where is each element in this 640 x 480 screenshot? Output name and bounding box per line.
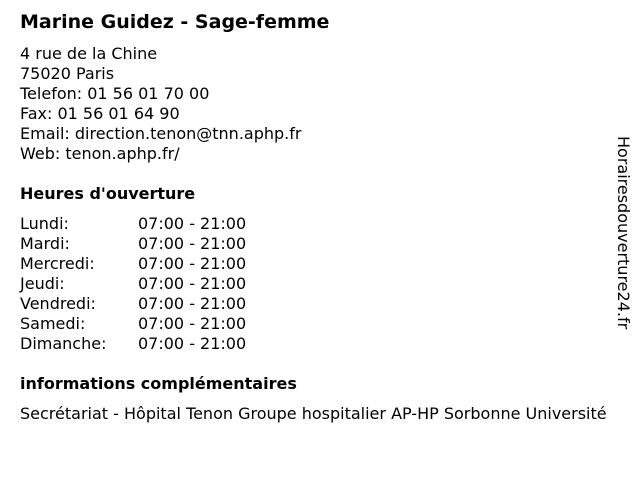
hours-row bbox=[20, 334, 246, 354]
hours-row bbox=[20, 294, 246, 314]
hours-time: 07:00 - 21:00 bbox=[138, 334, 247, 353]
additional-info-heading: informations complémentaires bbox=[20, 374, 297, 393]
hours-day: Lundi: bbox=[20, 214, 69, 233]
hours-row bbox=[20, 214, 246, 234]
hours-row bbox=[20, 234, 246, 254]
hours-day: Jeudi: bbox=[20, 274, 65, 293]
hours-time: 07:00 - 21:00 bbox=[138, 214, 247, 233]
hours-day: Mercredi: bbox=[20, 254, 95, 273]
hours-row bbox=[20, 274, 246, 294]
email-address: Email: direction.tenon@tnn.aphp.fr bbox=[20, 124, 302, 143]
phone-number: Telefon: 01 56 01 70 00 bbox=[20, 84, 210, 103]
hours-time: 07:00 - 21:00 bbox=[138, 234, 247, 253]
hours-time: 07:00 - 21:00 bbox=[138, 274, 247, 293]
website: Web: tenon.aphp.fr/ bbox=[20, 144, 180, 163]
hours-time: 07:00 - 21:00 bbox=[138, 314, 247, 333]
opening-hours-heading: Heures d'ouverture bbox=[20, 184, 196, 203]
hours-row bbox=[20, 314, 246, 334]
opening-hours-table bbox=[20, 214, 246, 354]
contact-block bbox=[20, 44, 301, 164]
hours-day: Mardi: bbox=[20, 234, 70, 253]
hours-day: Vendredi: bbox=[20, 294, 96, 313]
hours-day: Dimanche: bbox=[20, 334, 107, 353]
fax-number: Fax: 01 56 01 64 90 bbox=[20, 104, 180, 123]
hours-time: 07:00 - 21:00 bbox=[138, 254, 247, 273]
city: 75020 Paris bbox=[20, 64, 115, 83]
additional-info-text: Secrétariat - Hôpital Tenon Groupe hospitalier AP-HP Sorbonne Université bbox=[20, 404, 607, 423]
street-address: 4 rue de la Chine bbox=[20, 44, 158, 63]
hours-row bbox=[20, 254, 246, 274]
page-title: Marine Guidez - Sage-femme bbox=[20, 11, 330, 33]
hours-time: 07:00 - 21:00 bbox=[138, 294, 247, 313]
hours-day: Samedi: bbox=[20, 314, 86, 333]
brand-watermark: Horairesdouverture24.fr bbox=[614, 136, 633, 330]
